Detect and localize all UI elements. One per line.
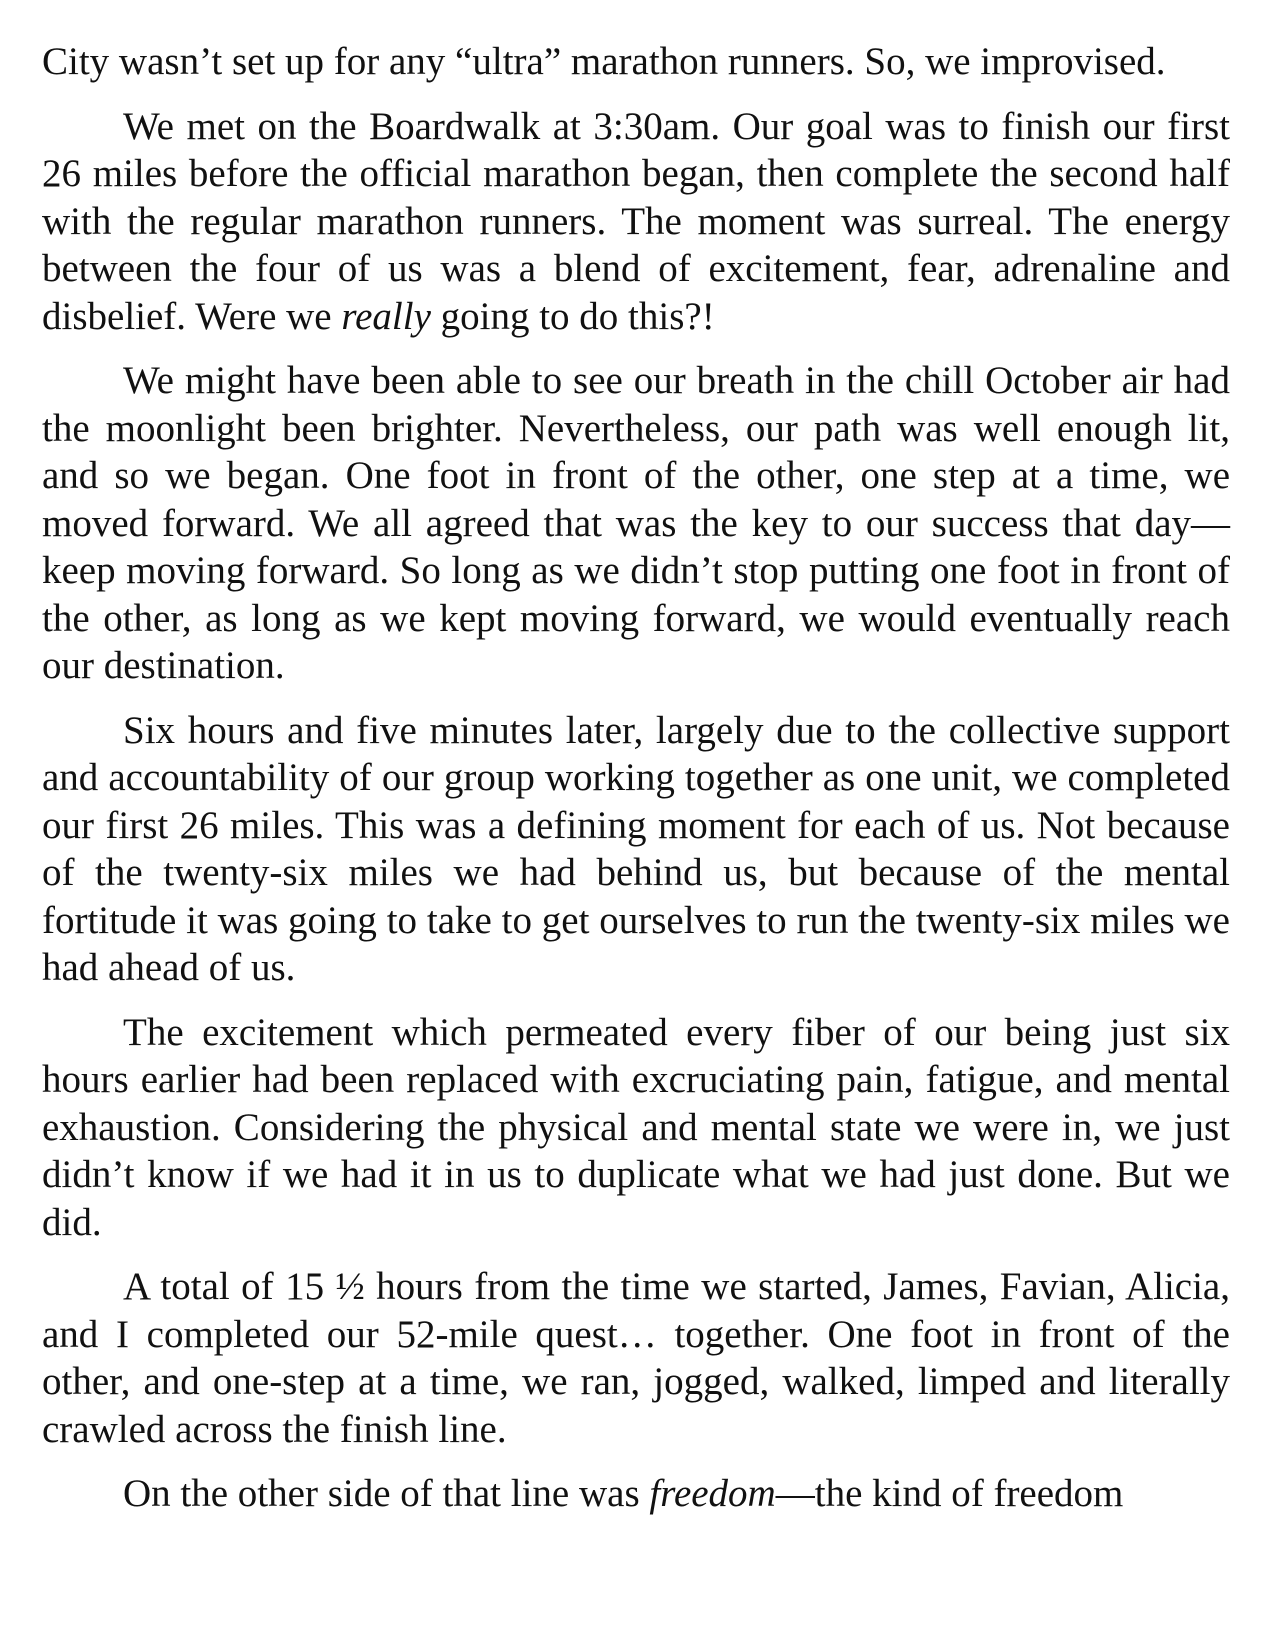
paragraph-text: We met on the Boardwalk at 3:30am. Our goal was to finish our first 26 miles before the official marathon began, then complete the second half with the regular marathon runners. The moment was surreal. The energy between the four of us was a blend of excitement, fear, adrenaline and disbelief. Were we <box>42 104 1230 338</box>
emphasis-text: freedom <box>649 1472 776 1515</box>
paragraph-7 <box>42 1470 1230 1518</box>
emphasis-text: really <box>341 294 431 338</box>
paragraph-3 <box>42 357 1230 690</box>
paragraph-2 <box>42 103 1230 341</box>
paragraph-6 <box>42 1263 1230 1453</box>
paragraph-text: —the kind of freedom <box>775 1472 1124 1515</box>
paragraph-5 <box>42 1009 1230 1247</box>
paragraph-text: We might have been able to see our breath in the chill October air had the moonlight been brighter. Nevertheless, our path was well enough lit, and so we began. One foot in front of the other, one step at a time, we moved forward. We all agreed that was the key to our success that day—keep moving forward. So long as we didn’t stop putting one foot in front of the other, as long as we kept moving forward, we would eventually reach our destination. <box>42 359 1230 687</box>
paragraph-text: On the other side of that line was <box>123 1472 650 1515</box>
paragraph-text: going to do this?! <box>430 294 715 338</box>
paragraph-1 <box>42 38 1230 86</box>
paragraph-text: City wasn’t set up for any “ultra” marathon runners. So, we improvised. <box>42 40 1166 83</box>
paragraph-text: The excitement which permeated every fiber of our being just six hours earlier had been replaced with excruciating pain, fatigue, and mental exhaustion. Considering the physical and mental state we were in, we just didn’t know if we had it in us to duplicate what we had just done. But we did. <box>42 1010 1230 1244</box>
paragraph-text: Six hours and five minutes later, largely due to the collective support and accountability of our group working together as one unit, we completed our first 26 miles. This was a defining moment for each of us. Not because of the twenty-six miles we had behind us, but because of the mental fortitude it was going to take to get ourselves to run the twenty-six miles we had ahead of us. <box>42 708 1230 989</box>
paragraph-text: A total of 15 ½ hours from the time we started, James, Favian, Alicia, and I completed our 52-mile quest… together. One foot in front of the other, and one-step at a time, we ran, jogged, walked, limped and literally crawled across the finish line. <box>42 1265 1230 1451</box>
paragraph-4 <box>42 707 1230 992</box>
document-page <box>42 38 1230 1518</box>
